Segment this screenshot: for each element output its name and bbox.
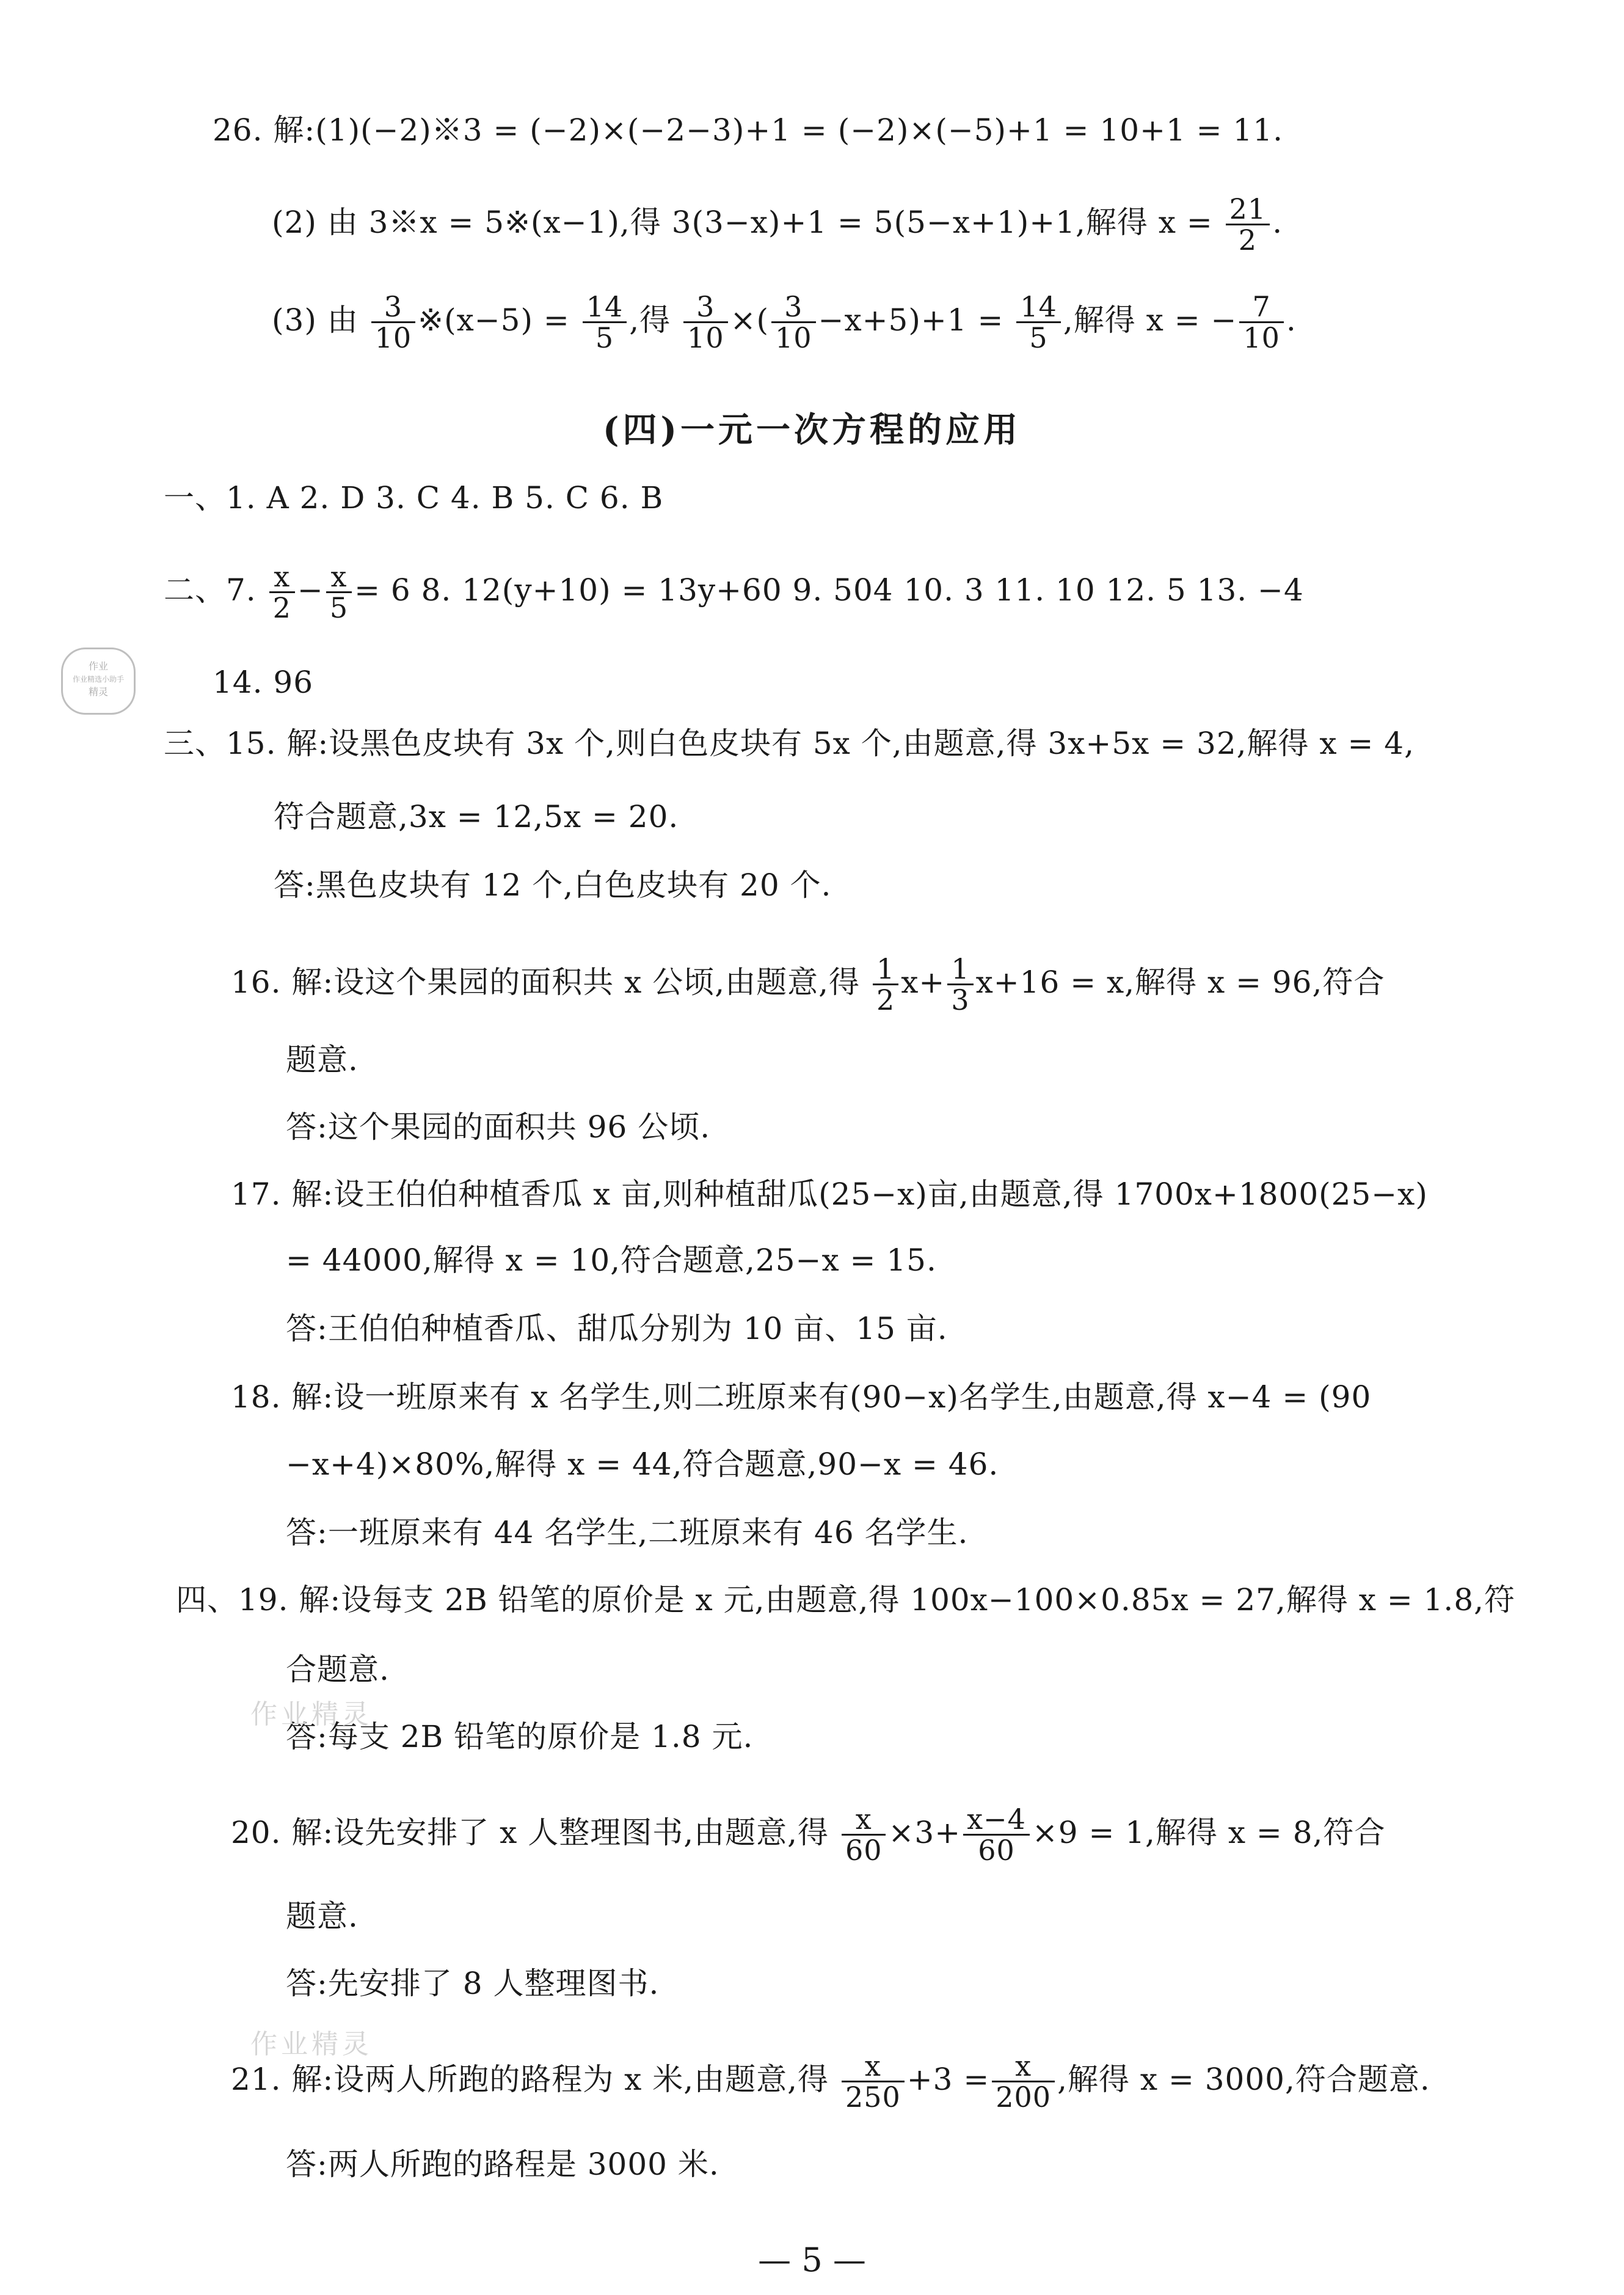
q15-line-1: 三、15. 解:设黑色皮块有 3x 个,则白色皮块有 5x 个,由题意,得 3x+5x = 32,解得 x = 4, bbox=[164, 726, 1415, 761]
q18-line-2: −x+4)×80%,解得 x = 44,符合题意,90−x = 46. bbox=[286, 1447, 999, 1482]
q16-line-1: 16. 解:设这个果园的面积共 x 公顷,由题意,得 $\frac{1}{2}$ x+ $\frac{1}{3}$ x+16 = x,解得 x = 96,符合 bbox=[231, 952, 1385, 1017]
q20-answer: 答:先安排了 8 人整理图书. bbox=[286, 1966, 660, 2001]
watermark-text: 作业精灵 bbox=[250, 1699, 373, 1730]
q21-answer: 答:两人所跑的路程是 3000 米. bbox=[286, 2147, 719, 2182]
q20-line-1: 20. 解:设先安排了 x 人整理图书,由题意,得 $\frac{x}{60}$ ×3+ $\frac{x-4}{60}$ ×9 = 1,解得 x = 8,符合 bbox=[231, 1803, 1386, 1867]
q26-line-3: (3) 由 $\frac{3}{10}$ ※(x−5) = $\frac{14}{5}$ ,得 $\frac{3}{10}$ ×( $\frac{3}{10}$ −x+5)+1 = $\frac{14}{5}$ ,解得 x = − $\frac{7}{10}$ . bbox=[272, 290, 1297, 355]
q26-line-1: 26. 解:(1)(−2)※3 = (−2)×(−2−3)+1 = (−2)×(−5)+1 = 10+1 = 11. bbox=[213, 112, 1283, 148]
fraction: $\frac{x-4}{60}$ bbox=[963, 1804, 1030, 1866]
fraction: $\frac{x}{250}$ bbox=[842, 2051, 905, 2112]
q18-answer: 答:一班原来有 44 名学生,二班原来有 46 名学生. bbox=[286, 1515, 969, 1550]
watermark-text: 作业精灵 bbox=[250, 2029, 373, 2060]
fraction: $\frac{14}{5}$ bbox=[1016, 292, 1061, 353]
q21-line-1: 21. 解:设两人所跑的路程为 x 米,由题意,得 $\frac{x}{250}$ +3 = $\frac{x}{200}$ ,解得 x = 3000,符合题意. bbox=[231, 2049, 1430, 2114]
page-number: — 5 — bbox=[758, 2241, 866, 2279]
q18-line-1: 18. 解:设一班原来有 x 名学生,则二班原来有(90−x)名学生,由题意,得 x−4 = (90 bbox=[231, 1379, 1372, 1415]
fraction: $\frac{7}{10}$ bbox=[1239, 292, 1284, 353]
fraction: $\frac{3}{10}$ bbox=[771, 292, 816, 353]
part2-answer-14: 14. 96 bbox=[213, 665, 314, 700]
q19-answer: 答:每支 2B 铅笔的原价是 1.8 元. bbox=[286, 1719, 754, 1754]
q15-line-2: 符合题意,3x = 12,5x = 20. bbox=[274, 799, 679, 834]
fraction: $\frac{3}{10}$ bbox=[371, 292, 416, 353]
q19-line-2: 合题意. bbox=[286, 1652, 390, 1687]
section-title: (四)一元一次方程的应用 bbox=[603, 410, 1021, 450]
q17-line-1: 17. 解:设王伯伯种植香瓜 x 亩,则种植甜瓜(25−x)亩,由题意,得 1700x+1800(25−x) bbox=[231, 1177, 1428, 1212]
fraction: $\frac{14}{5}$ bbox=[583, 292, 627, 353]
fraction: $\frac{3}{10}$ bbox=[683, 292, 728, 353]
fraction: $\frac{1}{3}$ bbox=[947, 954, 973, 1015]
q17-answer: 答:王伯伯种植香瓜、甜瓜分别为 10 亩、15 亩. bbox=[286, 1311, 948, 1346]
q16-answer: 答:这个果园的面积共 96 公顷. bbox=[286, 1109, 711, 1145]
q19-line-1: 四、19. 解:设每支 2B 铅笔的原价是 x 元,由题意,得 100x−100×0.85x = 27,解得 x = 1.8,符 bbox=[176, 1582, 1516, 1618]
watermark-stamp-logo: 作业 作业精选小助手 精灵 bbox=[61, 648, 136, 715]
fraction: $\frac{x}{2}$ bbox=[269, 562, 295, 623]
fraction: $\frac{x}{60}$ bbox=[842, 1804, 886, 1866]
q17-line-2: = 44000,解得 x = 10,符合题意,25−x = 15. bbox=[286, 1242, 937, 1278]
part2-answers: 二、7. $\frac{x}{2}$ − $\frac{x}{5}$ = 6 8. 12(y+10) = 13y+60 9. 504 10. 3 11. 10 12. 5 13. −4 bbox=[164, 560, 1304, 625]
fraction: $\frac{x}{5}$ bbox=[326, 562, 352, 623]
part1-answers: 一、1. A 2. D 3. C 4. B 5. C 6. B bbox=[164, 480, 664, 516]
q16-line-2: 题意. bbox=[286, 1042, 359, 1078]
q20-line-2: 题意. bbox=[286, 1899, 359, 1934]
fraction: $\frac{1}{2}$ bbox=[873, 954, 898, 1015]
q26-line-2: (2) 由 3※x = 5※(x−1),得 3(3−x)+1 = 5(5−x+1)+1,解得 x = $\frac{21}{2}$ . bbox=[272, 192, 1283, 257]
fraction: $\frac{x}{200}$ bbox=[992, 2051, 1055, 2112]
q26-line-2-text: (2) 由 3※x = 5※(x−1),得 3(3−x)+1 = 5(5−x+1)+1,解得 x = bbox=[272, 204, 1213, 240]
q15-answer: 答:黑色皮块有 12 个,白色皮块有 20 个. bbox=[274, 867, 832, 903]
q26-fraction-21-over-2: $\frac{21}{2}$ bbox=[1226, 194, 1270, 255]
